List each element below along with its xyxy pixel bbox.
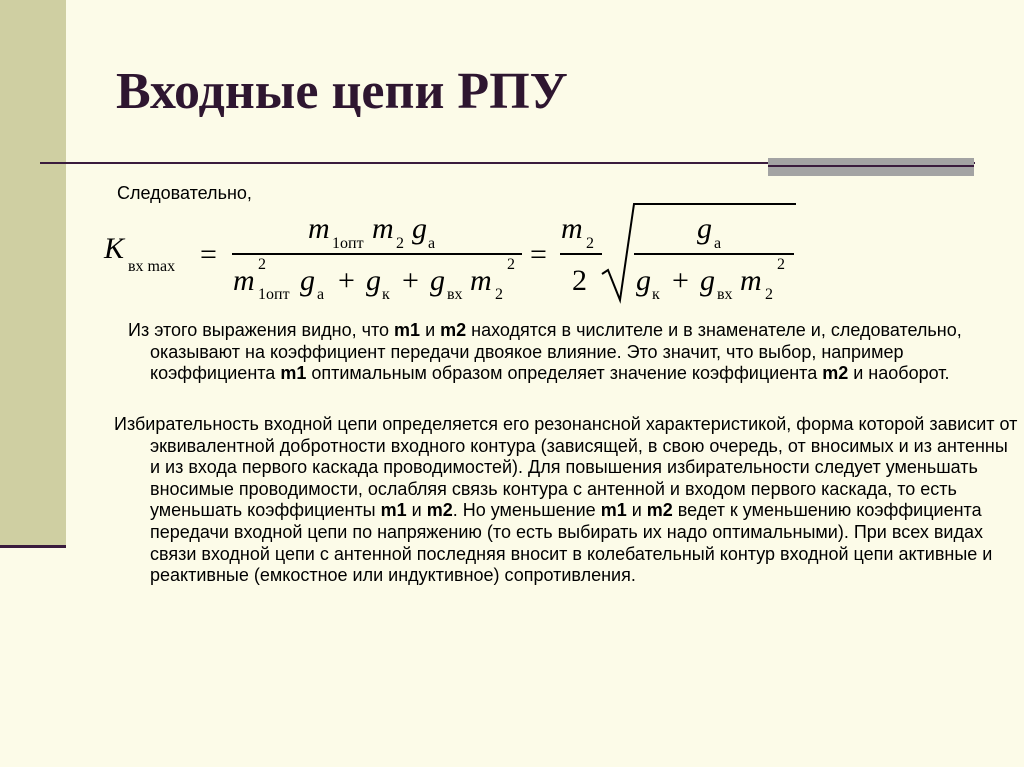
formula-sqrt-den-m-sub: 2: [765, 286, 773, 303]
formula-k: K: [104, 232, 125, 265]
formula-half-den: 2: [572, 264, 587, 297]
paragraph-2-bold-3: m1: [600, 500, 627, 521]
formula-den1-m2-sub: 2: [495, 286, 503, 303]
formula-sqrt-den-gk-sub: к: [652, 286, 660, 303]
paragraph-1-text-5: и наоборот.: [848, 363, 950, 384]
formula-sqrt-den-m: m: [740, 264, 762, 297]
paragraph-2-bold-1: m1: [380, 500, 407, 521]
paragraph-1-text-1: Из этого выражения видно, что: [128, 320, 395, 340]
formula-num1-g-sub: a: [428, 235, 436, 252]
paragraph-1-text-2: и: [420, 320, 441, 340]
formula-fraction-bar-1: [232, 253, 522, 255]
formula-sqrt-den-gvx: g: [700, 264, 715, 297]
formula-den1-g: g: [300, 264, 315, 297]
formula-sqrt-den-plus: +: [672, 264, 689, 297]
formula-den1-m2-sup: 2: [507, 256, 515, 273]
formula-sqrt-den-gvx-sub: вх: [717, 286, 733, 303]
formula-equals-2: =: [530, 238, 547, 271]
formula-fraction-bar-3: [634, 253, 794, 255]
paragraph-1-bold-2: m2: [440, 320, 467, 340]
formula-num1-sub: 1опт: [332, 235, 364, 252]
formula-sqrt-den-gk: g: [636, 264, 651, 297]
formula-num1-g: g: [412, 212, 427, 245]
formula-half-m: m: [561, 212, 583, 245]
formula-fraction-bar-2: [560, 253, 602, 255]
formula-den1-g-sub: a: [317, 286, 325, 303]
paragraph-2-text-1: Избирательность входной цепи определяется его резонансной характеристикой, форма которой зависит от эквивалентной добротности входного контура (зависящей, в свою очередь, от вносимых и из антенны и из входа первого каскада проводимостей). Для повышения избирательности следует уменьшать вносимые проводимости, ослабляя связь контура с антенной и входом первого каскада, то есть уменьшать коэффициенты: [114, 414, 1018, 521]
formula-num1-m2: m: [372, 212, 394, 245]
formula-sqrt-num-g: g: [697, 212, 712, 245]
paragraph-1-text-3: находятся в числителе и в знаменателе и, следовательно, оказывают на коэффициент передачи двоякое влияние. Это значит, что выбор, например коэффициента: [150, 320, 962, 384]
formula-sqrt-den-m-sup: 2: [777, 256, 785, 273]
paragraph-2-text-2: и: [406, 500, 427, 521]
formula-den1-gvx-sub: вх: [447, 286, 463, 303]
slide-title: Входные цепи РПУ: [116, 63, 568, 120]
formula-sqrt-num-g-sub: a: [714, 235, 722, 252]
paragraph-1-bold-4: m2: [822, 363, 849, 384]
intro-text: Следовательно,: [117, 183, 252, 203]
formula-num1-m: m: [308, 212, 330, 245]
formula-den1-m: m: [233, 264, 255, 297]
formula-num1-m2-sub: 2: [396, 235, 404, 252]
formula-k-subscript: вх max: [128, 258, 176, 275]
paragraph-1-text-4: оптимальным образом определяет значение коэффициента: [306, 363, 823, 384]
formula-den1-plus-2: +: [402, 264, 419, 297]
paragraph-1-bold-1: m1: [394, 320, 421, 340]
paragraph-2: [114, 414, 1020, 587]
paragraph-2-text-3: . Но уменьшение: [452, 500, 601, 521]
formula-den1-plus-1: +: [338, 264, 355, 297]
paragraph-1-bold-3: m1: [280, 363, 307, 384]
paragraph-1: [128, 320, 1010, 385]
formula-den1-gvx: g: [430, 264, 445, 297]
paragraph-2-bold-2: m2: [426, 500, 453, 521]
formula-den1-m-sup: 2: [258, 256, 266, 273]
paragraph-2-bold-4: m2: [646, 500, 673, 521]
paragraph-2-text-4: и: [626, 500, 647, 521]
formula-den1-gk-sub: к: [382, 286, 390, 303]
formula-den1-m2: m: [470, 264, 492, 297]
formula-den1-gk: g: [366, 264, 381, 297]
formula-half-m-sub: 2: [586, 235, 594, 252]
paragraph-2-text-5: ведет к уменьшению коэффициента передачи входной цепи по напряжению (то есть выбирать их надо оптимальными). При всех видах связи входной цепи с антенной последняя вносит в колебательный контур входной цепи активные и реактивные (емкостное или индуктивное) сопротивления.: [150, 500, 993, 586]
formula-den1-m-sub: 1опт: [258, 286, 290, 303]
formula-equals-1: =: [200, 238, 217, 271]
